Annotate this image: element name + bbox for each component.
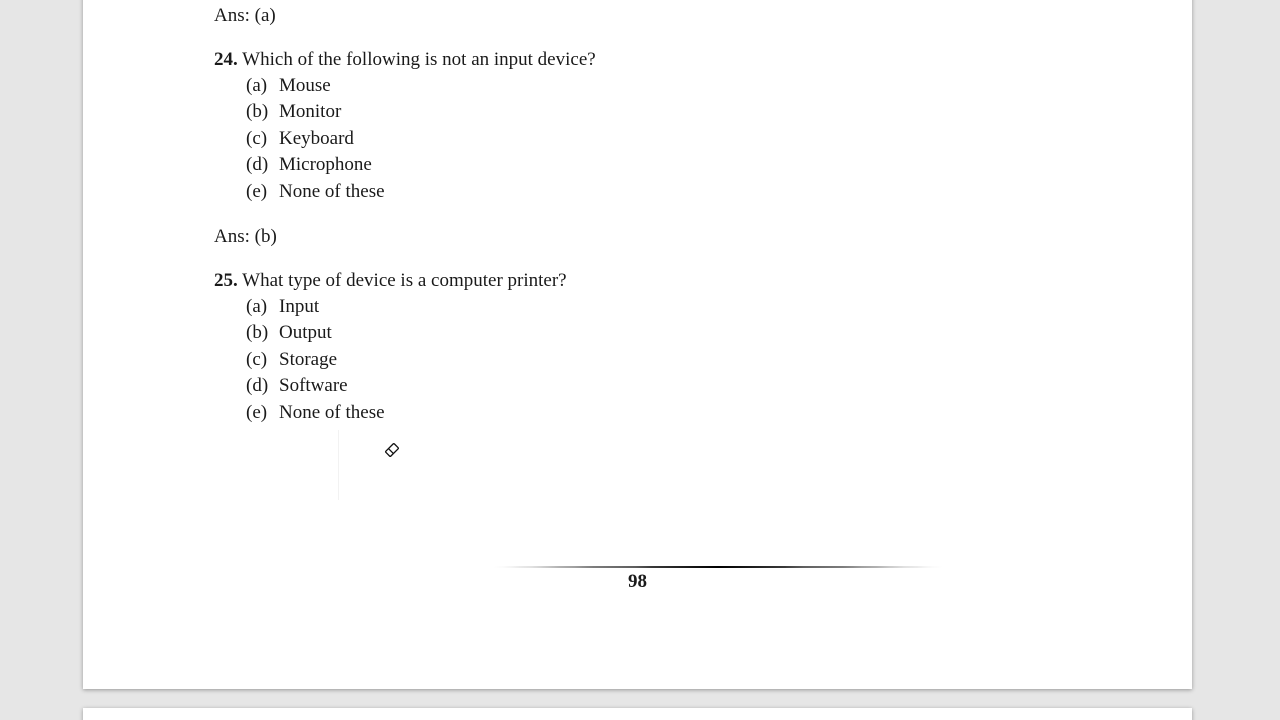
option-letter: (a) [246, 296, 268, 317]
footer-divider [493, 566, 943, 568]
option-letter: (d) [246, 154, 269, 175]
option-text: Keyboard [279, 128, 354, 149]
option-letter: (a) [246, 75, 268, 96]
question-text: What type of device is a computer printer? [242, 270, 567, 291]
option-text: Software [279, 375, 348, 396]
option-a [246, 75, 331, 97]
option-text: Input [279, 296, 320, 317]
option-letter: (e) [246, 402, 268, 423]
option-e [246, 181, 385, 203]
question-text: Which of the following is not an input device? [242, 49, 596, 70]
option-letter: (c) [246, 349, 268, 370]
option-text: Mouse [279, 75, 331, 96]
option-e [246, 402, 385, 424]
question-24 [214, 49, 596, 71]
eraser-cursor-icon [383, 441, 401, 459]
document-page [83, 0, 1192, 689]
option-b [246, 322, 332, 344]
page-number: 98 [628, 571, 647, 592]
answer-24: Ans: (b) [214, 226, 277, 247]
option-b [246, 101, 341, 123]
option-text: Storage [279, 349, 338, 370]
option-c [246, 128, 354, 150]
option-text: None of these [279, 402, 385, 423]
option-letter: (b) [246, 101, 269, 122]
option-text: Monitor [279, 101, 342, 122]
option-letter: (e) [246, 181, 268, 202]
option-text: None of these [279, 181, 385, 202]
option-a [246, 296, 319, 318]
question-number: 24. [214, 49, 238, 70]
option-text: Microphone [279, 154, 372, 175]
option-letter: (c) [246, 128, 268, 149]
option-c [246, 349, 337, 371]
option-letter: (b) [246, 322, 269, 343]
previous-answer: Ans: (a) [214, 5, 276, 26]
option-d [246, 154, 372, 176]
question-25 [214, 270, 567, 292]
question-number: 25. [214, 270, 238, 291]
next-page [83, 708, 1192, 720]
faint-divider [338, 430, 339, 500]
option-d [246, 375, 348, 397]
option-text: Output [279, 322, 332, 343]
option-letter: (d) [246, 375, 269, 396]
